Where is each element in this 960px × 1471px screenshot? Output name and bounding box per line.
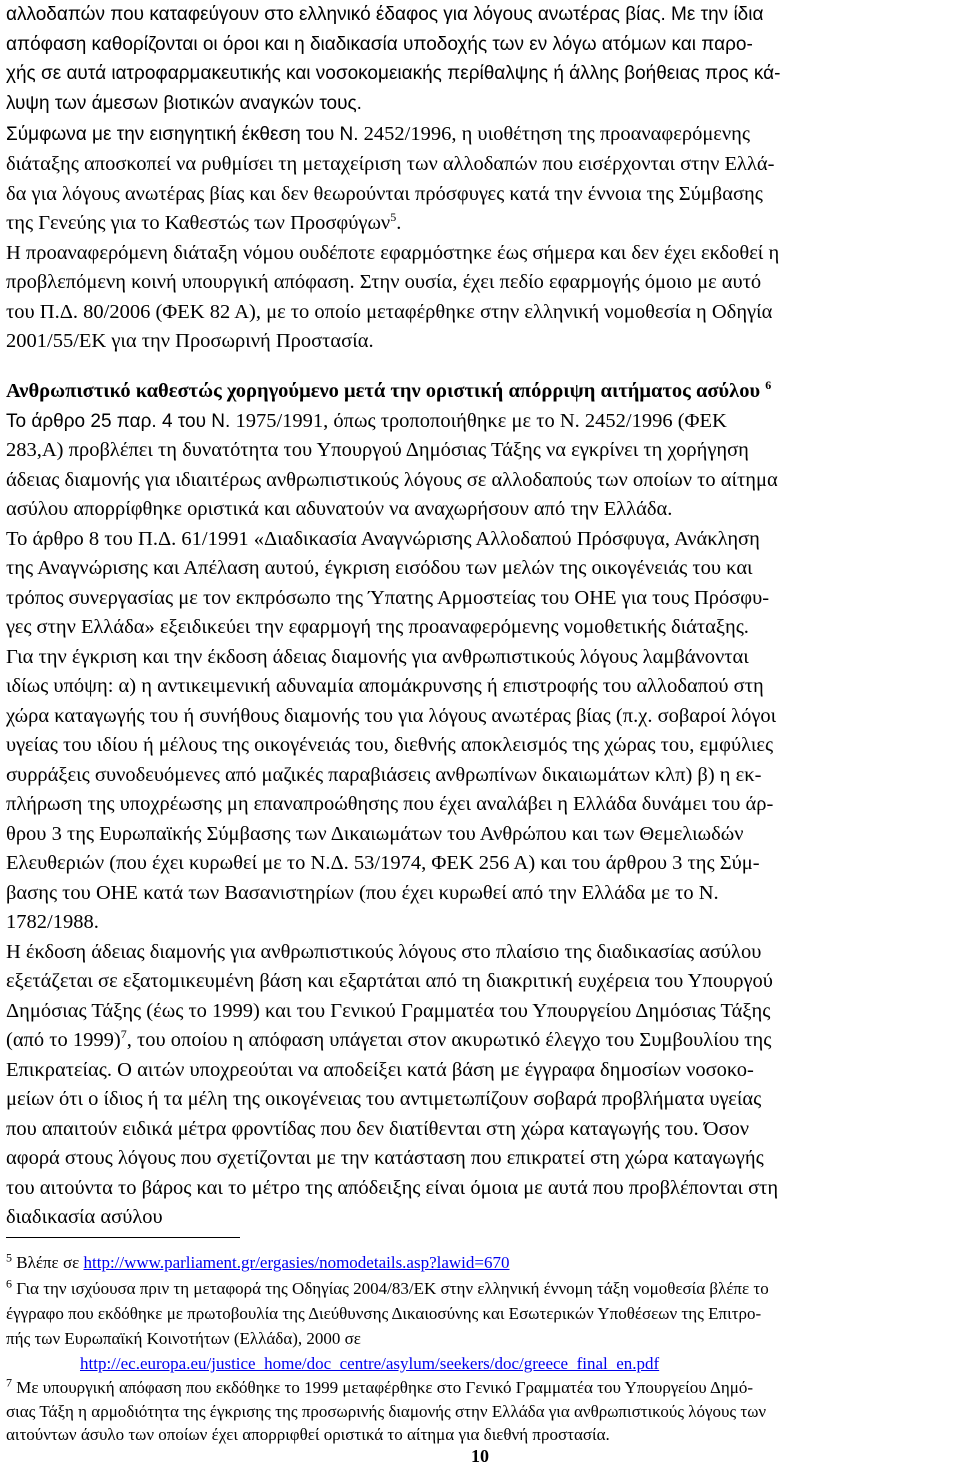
text-line: της Αναγνώρισης και Απέλαση αυτού, έγκριση εισόδου των μελών της οικογένειάς του και — [6, 557, 753, 579]
text-line-part: , του οποίου η απόφαση υπάγεται στον ακυρωτικό έλεγχο του Συμβουλίου της — [126, 1029, 772, 1051]
section-heading — [6, 380, 771, 403]
text-line: εξετάζεται σε εξατομικευμένη βάση και εξαρτάται από τη διακριτική ευχέρεια του Υπουργού — [6, 970, 773, 992]
text-line: διαδικασία ασύλου — [6, 1206, 163, 1228]
text-line: Δημόσιας Τάξης (έως το 1999) και του Γενικού Γραμματέα του Υπουργείου Δημόσιας Τάξης — [6, 1000, 771, 1022]
text-line-part: λυψη των άμεσων βιοτικών αναγκών τους. — [6, 93, 362, 114]
text-line: γες στην Ελλάδα» εξειδικεύει την εφαρμογή της προαναφερόμενης νομοθετικής διάταξης. — [6, 616, 749, 638]
text-line: που απαιτούν ειδικά μέτρα φροντίδας που δεν διατίθενται στη χώρα καταγωγής του. Όσον — [6, 1118, 750, 1140]
text-line: Επικρατείας. Ο αιτών υποχρεούται να αποδείξει κατά βάση με έγγραφα δημοσίων νοσοκο- — [6, 1059, 754, 1081]
footnote-link-text[interactable]: http://ec.europa.eu/justice_home/doc_centre/asylum/seekers/doc/greece_final_en.pdf — [80, 1354, 660, 1373]
text-line-part: 2452/1996, η υιοθέτηση της προαναφερόμενης — [358, 123, 751, 145]
footnote-text: έγγραφο που εκδόθηκε με πρωτοβουλία της Διεύθυνσης Δικαιοσύνης και Εσωτερικών Υποθέσεων της Επιτρο- — [6, 1304, 762, 1323]
footnote-text: Βλέπε σε — [16, 1253, 84, 1272]
text-line: Για την έγκριση και την έκδοση άδειας διαμονής για ανθρωπιστικούς λόγους λαμβάνονται — [6, 646, 749, 668]
text-line: θρου 3 της Ευρωπαϊκής Σύμβασης των Δικαιωμάτων του Ανθρώπου και των Θεμελιωδών — [6, 823, 744, 845]
text-line: του Π.Δ. 80/2006 (ΦΕΚ 82 Α), με το οποίο μεταφέρθηκε στην ελληνική νομοθεσία η Οδηγία — [6, 301, 773, 323]
text-line — [6, 123, 750, 146]
section-heading-text: Ανθρωπιστικό καθεστώς χορηγούμενο μετά την οριστική απόρριψη αιτήματος ασύλου — [6, 380, 761, 402]
text-line-part: . — [396, 212, 402, 234]
text-line: 2001/55/ΕΚ για την Προσωρινή Προστασία. — [6, 330, 374, 352]
footnote-link[interactable]: http://www.parliament.gr/ergasies/nomodetails.asp?lawid=670 — [83, 1253, 510, 1272]
footnote-text: αιτούντων άσυλο των οποίων έχει απορριφθεί οριστικά το αίτημα για διεθνή προστασία. — [6, 1425, 610, 1444]
footnote-number: 7 — [6, 1375, 12, 1390]
text-line: αφορά στους λόγους που σχετίζονται με την κατάσταση που επικρατεί στη χώρα καταγωγής — [6, 1147, 764, 1169]
footnote-5 — [6, 1250, 510, 1273]
text-line-part: (από το 1999) — [6, 1029, 121, 1051]
footnote-separator — [6, 1237, 240, 1238]
footnote-ref: 6 — [765, 378, 772, 393]
footnote-text: Με υπουργική απόφαση που εκδόθηκε το 1999 μεταφέρθηκε στο Γενικό Γραμματέα του Υπουργείου Δημό- — [16, 1378, 754, 1397]
text-line: Ελευθεριών (που έχει κυρωθεί με το Ν.Δ. 53/1974, ΦΕΚ 256 Α) και του άρθρου 3 της Σύμ- — [6, 852, 760, 874]
text-line: αλλοδαπών που καταφεύγουν στο ελληνικό έδαφος για λόγους ανωτέρας βίας. Με την ίδια — [6, 4, 764, 25]
text-line: πλήρωση της υποχρέωσης μη επαναπροώθησης που έχει αναλάβει η Ελλάδα δυνάμει του άρ- — [6, 793, 774, 815]
text-line: 1782/1988. — [6, 911, 99, 933]
text-line: χώρα καταγωγής του ή συνήθους διαμονής του για λόγους ανωτέρας βίας (π.χ. σοβαροί λόγοι — [6, 705, 777, 727]
text-line: άδειας διαμονής για ιδιαιτέρως ανθρωπιστικούς λόγους σε αλλοδαπούς των οποίων το αίτημα — [6, 469, 778, 491]
text-line: δα για λόγους ανωτέρας βίας και δεν θεωρούνται πρόσφυγες κατά την έννοια της Σύμβασης — [6, 183, 763, 205]
text-line-part: Το άρθρο 25 παρ. 4 του Ν. — [6, 411, 231, 432]
footnote-text: Για την ισχύουσα πριν τη μεταφορά της Οδηγίας 2004/83/ΕΚ στην ελληνική έννομη τάξη νομοθεσία βλέπε το — [16, 1279, 769, 1298]
text-line — [6, 212, 401, 235]
text-line: Η έκδοση άδειας διαμονής για ανθρωπιστικούς λόγους στο πλαίσιο της διαδικασίας ασύλου — [6, 941, 762, 963]
footnote-number: 5 — [6, 1250, 12, 1265]
footnote-link[interactable] — [80, 1354, 659, 1374]
text-line: ασύλου απορρίφθηκε οριστικά και αδυνατούν να αναχωρήσουν από την Ελλάδα. — [6, 498, 673, 520]
text-line: διάταξης αποσκοπεί να ρυθμίσει τη μεταχείριση των αλλοδαπών που εισέρχονται στην Ελλά- — [6, 153, 775, 175]
footnote-ref: 5 — [390, 210, 397, 225]
text-line: χής σε αυτά ιατροφαρμακευτικής και νοσοκομειακής περίθαλψης ή άλλης βοήθειας προς κά- — [6, 63, 781, 84]
text-line — [6, 1029, 771, 1052]
text-line: του αιτούντα το βάρος και το μέτρο της απόδειξης είναι όμοια με αυτά που προβλέπονται στη — [6, 1177, 779, 1199]
text-line: μείων ότι ο ίδιος ή τα μέλη της οικογένειας του αντιμετωπίζουν σοβαρά προβλήματα υγείας — [6, 1088, 762, 1110]
text-line: 283,Α) προβλέπει τη δυνατότητα του Υπουργού Δημόσιας Τάξης να εγκρίνει τη χορήγηση — [6, 439, 749, 461]
text-line: απόφαση καθορίζονται οι όροι και η διαδικασία υποδοχής των εν λόγω ατόμων και παρο- — [6, 34, 753, 55]
text-line: βασης του ΟΗΕ κατά των Βασανιστηρίων (που έχει κυρωθεί από την Ελλάδα με το Ν. — [6, 882, 719, 904]
footnote-7 — [6, 1375, 754, 1398]
text-line — [6, 410, 727, 433]
footnote-number: 6 — [6, 1276, 12, 1291]
text-line: συρράξεις συνοδευόμενες από μαζικές παραβιάσεις ανθρωπίνων δικαιωμάτων κλπ) β) η εκ- — [6, 764, 762, 786]
text-line: προβλεπόμενη κοινή υπουργική απόφαση. Στην ουσία, έχει πεδίο εφαρμογής όμοιο με αυτό — [6, 271, 762, 293]
footnote-text: σιας Τάξη η αρμοδιότητα της έγκρισης της προσωρινής διαμονής στην Ελλάδα για ανθρωπιστικούς λόγους των — [6, 1402, 767, 1421]
text-line — [6, 93, 362, 115]
text-line: υγείας του ιδίου ή μέλους της οικογένειάς του, διεθνής αποκλεισμός της χώρας του, εμφύλιες — [6, 734, 774, 756]
text-line-part: Σύμφωνα με την εισηγητική έκθεση του Ν. — [6, 124, 359, 145]
text-line: τρόπος συνεργασίας με τον εκπρόσωπο της Ύπατης Αρμοστείας του ΟΗΕ για τους Πρόσφυ- — [6, 587, 770, 609]
page-number: 10 — [471, 1446, 489, 1466]
footnote-6 — [6, 1276, 769, 1299]
text-line: Η προαναφερόμενη διάταξη νόμου ουδέποτε εφαρμόστηκε έως σήμερα και δεν έχει εκδοθεί η — [6, 242, 780, 264]
footnote-text: πής των Ευρωπαϊκή Κοινοτήτων (Ελλάδα), 2000 σε — [6, 1329, 361, 1348]
text-line-part: 1975/1991, όπως τροποποιήθηκε με το Ν. 2452/1996 (ΦΕΚ — [230, 410, 727, 432]
footnote-ref: 7 — [120, 1027, 127, 1042]
text-line: Το άρθρο 8 του Π.Δ. 61/1991 «Διαδικασία Αναγνώρισης Αλλοδαπού Πρόσφυγα, Ανάκληση — [6, 528, 760, 550]
text-line: ιδίως υπόψη: α) η αντικειμενική αδυναμία απομάκρυνσης ή επιστροφής του αλλοδαπού στη — [6, 675, 764, 697]
text-line-part: της Γενεύης για το Καθεστώς των Προσφύγων — [6, 212, 391, 234]
